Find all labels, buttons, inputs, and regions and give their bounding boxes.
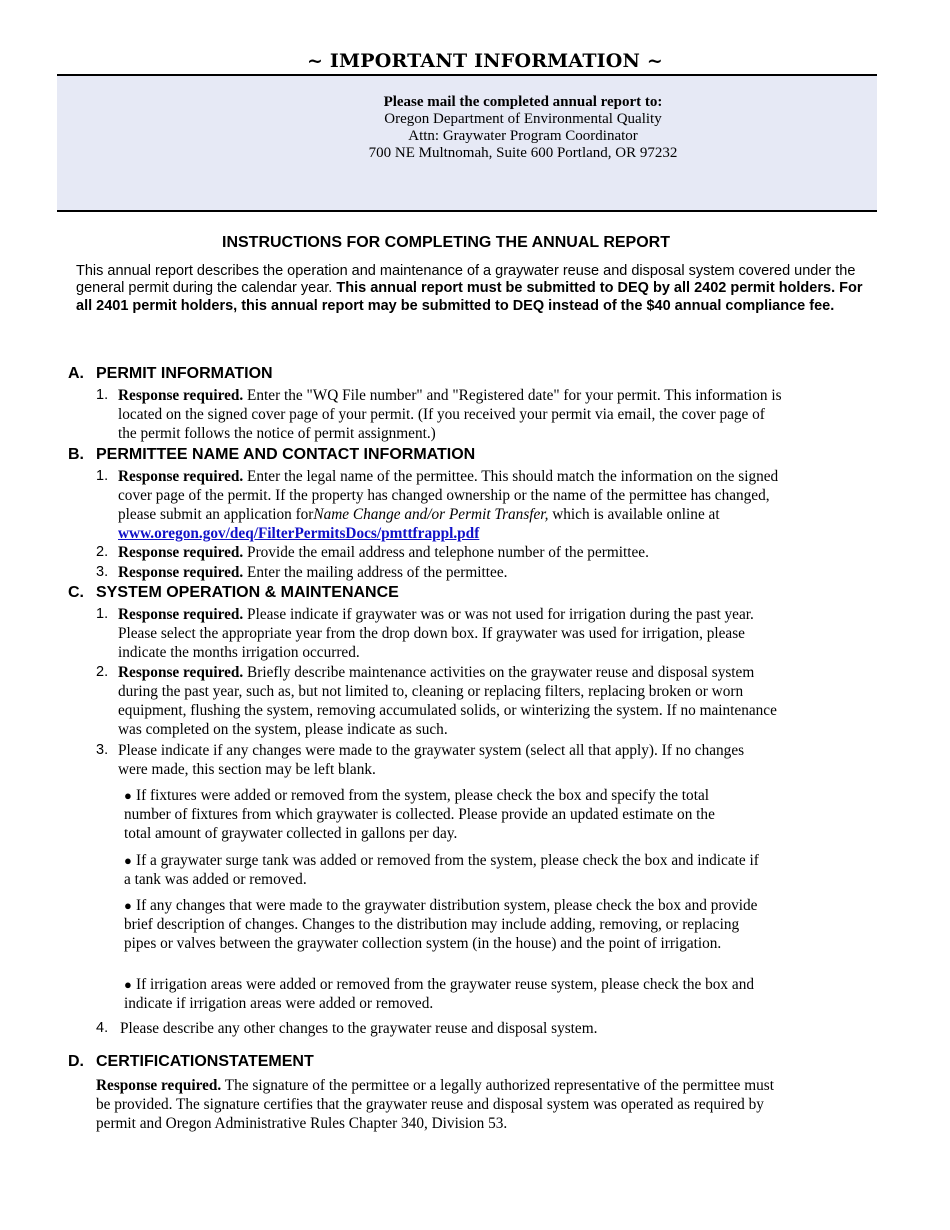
section-c-bullet-fixtures: ● If fixtures were added or removed from the system, please check the box and specify the total number of fixtures from which graywater is collected. Please provide an updated estimate on the total amount of graywater collected in gallons per day. — [124, 787, 715, 842]
section-c-bullet-distribution: ● If any changes that were made to the graywater distribution system, please check the box and provide brief description of changes. Changes to the distribution may include adding, removing, or replacing pipes or valves between the graywater collection system (in the house) and the point of irrigation. — [124, 897, 758, 952]
section-c-item-4: Please describe any other changes to the graywater reuse and disposal system. — [120, 1020, 598, 1037]
section-b-item-3: Response required. Enter the mailing address of the permittee. — [118, 564, 508, 581]
mail-line-agency: Oregon Department of Environmental Quality — [384, 111, 662, 127]
section-b-item-2: Response required. Provide the email address and telephone number of the permittee. — [118, 544, 649, 561]
instructions-intro: This annual report describes the operation and maintenance of a graywater reuse and disposal system covered under the general permit during the calendar year. This annual report must be submitted to DEQ by all 2402 permit holders. For all 2401 permit holders, this annual report may be submitted to DEQ instead of the $40 annual compliance fee. — [76, 263, 863, 314]
section-b-item-1: Response required. Enter the legal name of the permittee. This should match the information on the signed cover page of the permit. If the property has changed ownership or the name of the permittee has changed, please submit an application forName Change and/or Permit Transfer, which is available online at www.oregon.gov/deq/FilterPermitsDocs/pmttfrappl.pdf — [118, 468, 779, 542]
section-a-item-1-number: 1. — [96, 387, 109, 403]
section-c-item-4-number: 4. — [96, 1020, 109, 1036]
section-c-heading: C. SYSTEM OPERATION & MAINTENANCE — [68, 584, 399, 601]
bullet-icon: ● — [124, 853, 132, 868]
mail-line-attn: Attn: Graywater Program Coordinator — [408, 128, 638, 144]
instructions-heading: INSTRUCTIONS FOR COMPLETING THE ANNUAL REPORT — [222, 234, 670, 251]
mail-line-street: 700 NE Multnomah, Suite 600 Portland, OR 97232 — [368, 145, 678, 161]
section-c-item-3: Please indicate if any changes were made to the graywater system (select all that apply). If no changes were made, this section may be left blank. — [118, 742, 745, 778]
permit-transfer-link[interactable]: www.oregon.gov/deq/FilterPermitsDocs/pmttfrappl.pdf — [118, 525, 480, 542]
section-c-item-1: Response required. Please indicate if graywater was or was not used for irrigation during the past year. Please select the appropriate year from the drop down box. If graywater was used for irrigation, please indicate the months irrigation occurred. — [118, 606, 754, 661]
mailing-address-box — [57, 76, 877, 211]
section-c-item-1-number: 1. — [96, 606, 109, 622]
section-b-item-3-number: 3. — [96, 564, 109, 580]
section-c-item-2-number: 2. — [96, 664, 109, 680]
page-title: ~ IMPORTANT INFORMATION ~ — [306, 50, 663, 72]
bullet-icon: ● — [124, 977, 132, 992]
mail-heading: Please mail the completed annual report to: — [383, 94, 663, 110]
section-c-item-3-number: 3. — [96, 742, 109, 758]
bottom-divider — [57, 210, 877, 212]
section-c-bullet-irrigation-areas: ● If irrigation areas were added or removed from the graywater reuse system, please check the box and indicate if irrigation areas were added or removed. — [124, 976, 754, 1012]
section-b-heading: B. PERMITTEE NAME AND CONTACT INFORMATION — [68, 446, 476, 463]
section-c-item-2: Response required. Briefly describe maintenance activities on the graywater reuse and disposal system during the past year, such as, but not limited to, cleaning or replacing filters, replacing broken or worn equipment, flushing the system, removing accumulated solids, or winterizing the system. If no maintenance was completed on the system, please indicate as such. — [118, 664, 777, 738]
certification-statement: Response required. The signature of the permittee or a legally authorized representative of the permittee must be provided. The signature certifies that the graywater reuse and disposal system was operated as required by permit and Oregon Administrative Rules Chapter 340, Division 53. — [96, 1077, 774, 1132]
bullet-icon: ● — [124, 788, 132, 803]
section-b-item-2-number: 2. — [96, 544, 109, 560]
section-a-item-1: Response required. Enter the "WQ File number" and "Registered date" for your permit. This information is located on the signed cover page of your permit. (If you received your permit via email, the cover page of the permit follows the notice of permit assignment.) — [118, 387, 782, 442]
section-d-heading: D. CERTIFICATIONSTATEMENT — [68, 1053, 314, 1070]
section-a-heading: A. PERMIT INFORMATION — [68, 365, 273, 382]
section-b-item-1-number: 1. — [96, 468, 109, 484]
section-c-bullet-surge-tank: ● If a graywater surge tank was added or removed from the system, please check the box and indicate if a tank was added or removed. — [124, 852, 759, 888]
bullet-icon: ● — [124, 898, 132, 913]
intro-submission-note: This annual report must be submitted to DEQ by all 2402 permit holders. For all 2401 permit holders, this annual report may be submitted to DEQ instead of the $40 annual compliance fee. — [76, 280, 863, 314]
